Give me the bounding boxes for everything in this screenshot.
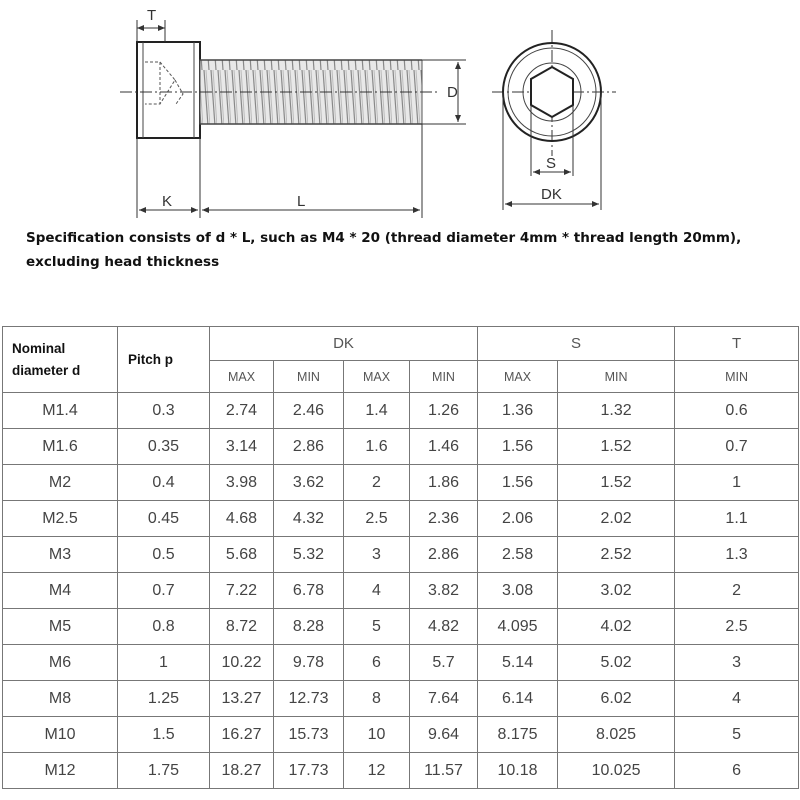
table-cell: 3.14 [210, 429, 274, 465]
table-cell: 2.36 [410, 501, 478, 537]
table-cell: 3.98 [210, 465, 274, 501]
dimension-table [2, 326, 799, 789]
table-cell: 2.5 [675, 609, 799, 645]
header-nominal: Nominal diameter d [3, 327, 118, 393]
table-cell: 2.52 [558, 537, 675, 573]
table-cell: 4.095 [478, 609, 558, 645]
spec-note [26, 226, 786, 274]
table-cell: 1.46 [410, 429, 478, 465]
sub-dk-min-2: MIN [410, 361, 478, 393]
header-row [3, 327, 799, 361]
table-cell: 5.7 [410, 645, 478, 681]
table-cell: 2.5 [344, 501, 410, 537]
table-cell: 17.73 [274, 753, 344, 789]
label-d: D [447, 84, 458, 101]
table-cell: 0.35 [118, 429, 210, 465]
table-cell: 5 [675, 717, 799, 753]
table-row [3, 465, 799, 501]
table-cell: M8 [3, 681, 118, 717]
table-cell: 0.4 [118, 465, 210, 501]
table-cell: M1.6 [3, 429, 118, 465]
table-cell: 5.14 [478, 645, 558, 681]
table-cell: 1.25 [118, 681, 210, 717]
table-cell: M1.4 [3, 393, 118, 429]
table-cell: 1.56 [478, 465, 558, 501]
hex-socket [531, 67, 573, 117]
table-cell: 4.68 [210, 501, 274, 537]
table-cell: 16.27 [210, 717, 274, 753]
table-cell: 11.57 [410, 753, 478, 789]
table-cell: 1.52 [558, 465, 675, 501]
table-cell: 1.86 [410, 465, 478, 501]
table-row [3, 717, 799, 753]
table-cell: 12.73 [274, 681, 344, 717]
table-cell: 15.73 [274, 717, 344, 753]
table-row [3, 573, 799, 609]
screw-head-end [492, 30, 616, 156]
table-cell: 6 [344, 645, 410, 681]
table-cell: 8.28 [274, 609, 344, 645]
table-cell: M12 [3, 753, 118, 789]
table-cell: 3 [344, 537, 410, 573]
table-cell: 2.86 [274, 429, 344, 465]
table-cell: 5.68 [210, 537, 274, 573]
table-cell: M4 [3, 573, 118, 609]
table-cell: M2.5 [3, 501, 118, 537]
table-cell: M3 [3, 537, 118, 573]
table-cell: 6.14 [478, 681, 558, 717]
table-cell: 0.7 [118, 573, 210, 609]
table-cell: 2 [344, 465, 410, 501]
screw-head-side [137, 42, 200, 138]
table-cell: 10.025 [558, 753, 675, 789]
table-cell: 9.64 [410, 717, 478, 753]
table-cell: 1.32 [558, 393, 675, 429]
table-cell: 1.6 [344, 429, 410, 465]
header-s: S [478, 327, 675, 361]
table-cell: 8.175 [478, 717, 558, 753]
sub-dk-max-2: MAX [344, 361, 410, 393]
table-cell: 5 [344, 609, 410, 645]
header-dk: DK [210, 327, 478, 361]
screw-drawing [0, 0, 800, 225]
table-cell: M5 [3, 609, 118, 645]
table-row [3, 393, 799, 429]
table-cell: 2.58 [478, 537, 558, 573]
spec-line-1: Specification consists of d * L, such as M4 * 20 (thread diameter 4mm * thread length 20mm), [26, 230, 742, 246]
table-cell: 2.02 [558, 501, 675, 537]
table-cell: 8.72 [210, 609, 274, 645]
table-cell: 2.06 [478, 501, 558, 537]
table-row [3, 645, 799, 681]
header-pitch: Pitch p [118, 327, 210, 393]
table-cell: M10 [3, 717, 118, 753]
table-cell: 6.78 [274, 573, 344, 609]
table-cell: 0.8 [118, 609, 210, 645]
label-l: L [297, 193, 306, 210]
table-cell: 0.7 [675, 429, 799, 465]
table-cell: 2.74 [210, 393, 274, 429]
table-cell: 3.02 [558, 573, 675, 609]
table-cell: 4.32 [274, 501, 344, 537]
table-cell: 1.26 [410, 393, 478, 429]
table-cell: 2.86 [410, 537, 478, 573]
table-cell: 0.6 [675, 393, 799, 429]
sub-s-max: MAX [478, 361, 558, 393]
table-cell: 3.82 [410, 573, 478, 609]
table-cell: 1.75 [118, 753, 210, 789]
label-dk: DK [541, 186, 562, 203]
table-row [3, 501, 799, 537]
table-cell: 12 [344, 753, 410, 789]
table-cell: 1.5 [118, 717, 210, 753]
table-cell: 6.02 [558, 681, 675, 717]
table-cell: 2.46 [274, 393, 344, 429]
table-cell: 7.22 [210, 573, 274, 609]
table-cell: 3.62 [274, 465, 344, 501]
table-row [3, 537, 799, 573]
table-cell: 1.4 [344, 393, 410, 429]
table-cell: 5.02 [558, 645, 675, 681]
dim-t [137, 7, 165, 42]
table-cell: 1.36 [478, 393, 558, 429]
table-cell: 6 [675, 753, 799, 789]
table-cell: 1.52 [558, 429, 675, 465]
label-s: S [546, 155, 557, 172]
table-cell: 13.27 [210, 681, 274, 717]
header-t: T [675, 327, 799, 361]
table-cell: M6 [3, 645, 118, 681]
table-cell: 4.02 [558, 609, 675, 645]
table-row [3, 609, 799, 645]
table-cell: 0.45 [118, 501, 210, 537]
table-cell: 2 [675, 573, 799, 609]
table-cell: 10.18 [478, 753, 558, 789]
table-cell: 3 [675, 645, 799, 681]
table-cell: 9.78 [274, 645, 344, 681]
table-cell: 8 [344, 681, 410, 717]
table-cell: 1 [675, 465, 799, 501]
table-body [3, 393, 799, 789]
table-cell: 7.64 [410, 681, 478, 717]
table-cell: 1 [118, 645, 210, 681]
label-k: K [162, 193, 173, 210]
table-cell: 10 [344, 717, 410, 753]
table-cell: 18.27 [210, 753, 274, 789]
sub-dk-max-1: MAX [210, 361, 274, 393]
table-cell: 4 [344, 573, 410, 609]
label-t: T [147, 7, 157, 24]
table-row [3, 429, 799, 465]
table-cell: 1.56 [478, 429, 558, 465]
sub-t-min: MIN [675, 361, 799, 393]
table-row [3, 681, 799, 717]
sub-dk-min-1: MIN [274, 361, 344, 393]
table-cell: 4.82 [410, 609, 478, 645]
table-cell: 1.3 [675, 537, 799, 573]
table-cell: 0.5 [118, 537, 210, 573]
table-row [3, 753, 799, 789]
sub-s-min: MIN [558, 361, 675, 393]
table-cell: 5.32 [274, 537, 344, 573]
table-cell: 1.1 [675, 501, 799, 537]
table-cell: 3.08 [478, 573, 558, 609]
table-cell: 4 [675, 681, 799, 717]
spec-line-2: excluding head thickness [26, 254, 220, 270]
table-cell: M2 [3, 465, 118, 501]
table-cell: 8.025 [558, 717, 675, 753]
table-cell: 0.3 [118, 393, 210, 429]
table-cell: 10.22 [210, 645, 274, 681]
